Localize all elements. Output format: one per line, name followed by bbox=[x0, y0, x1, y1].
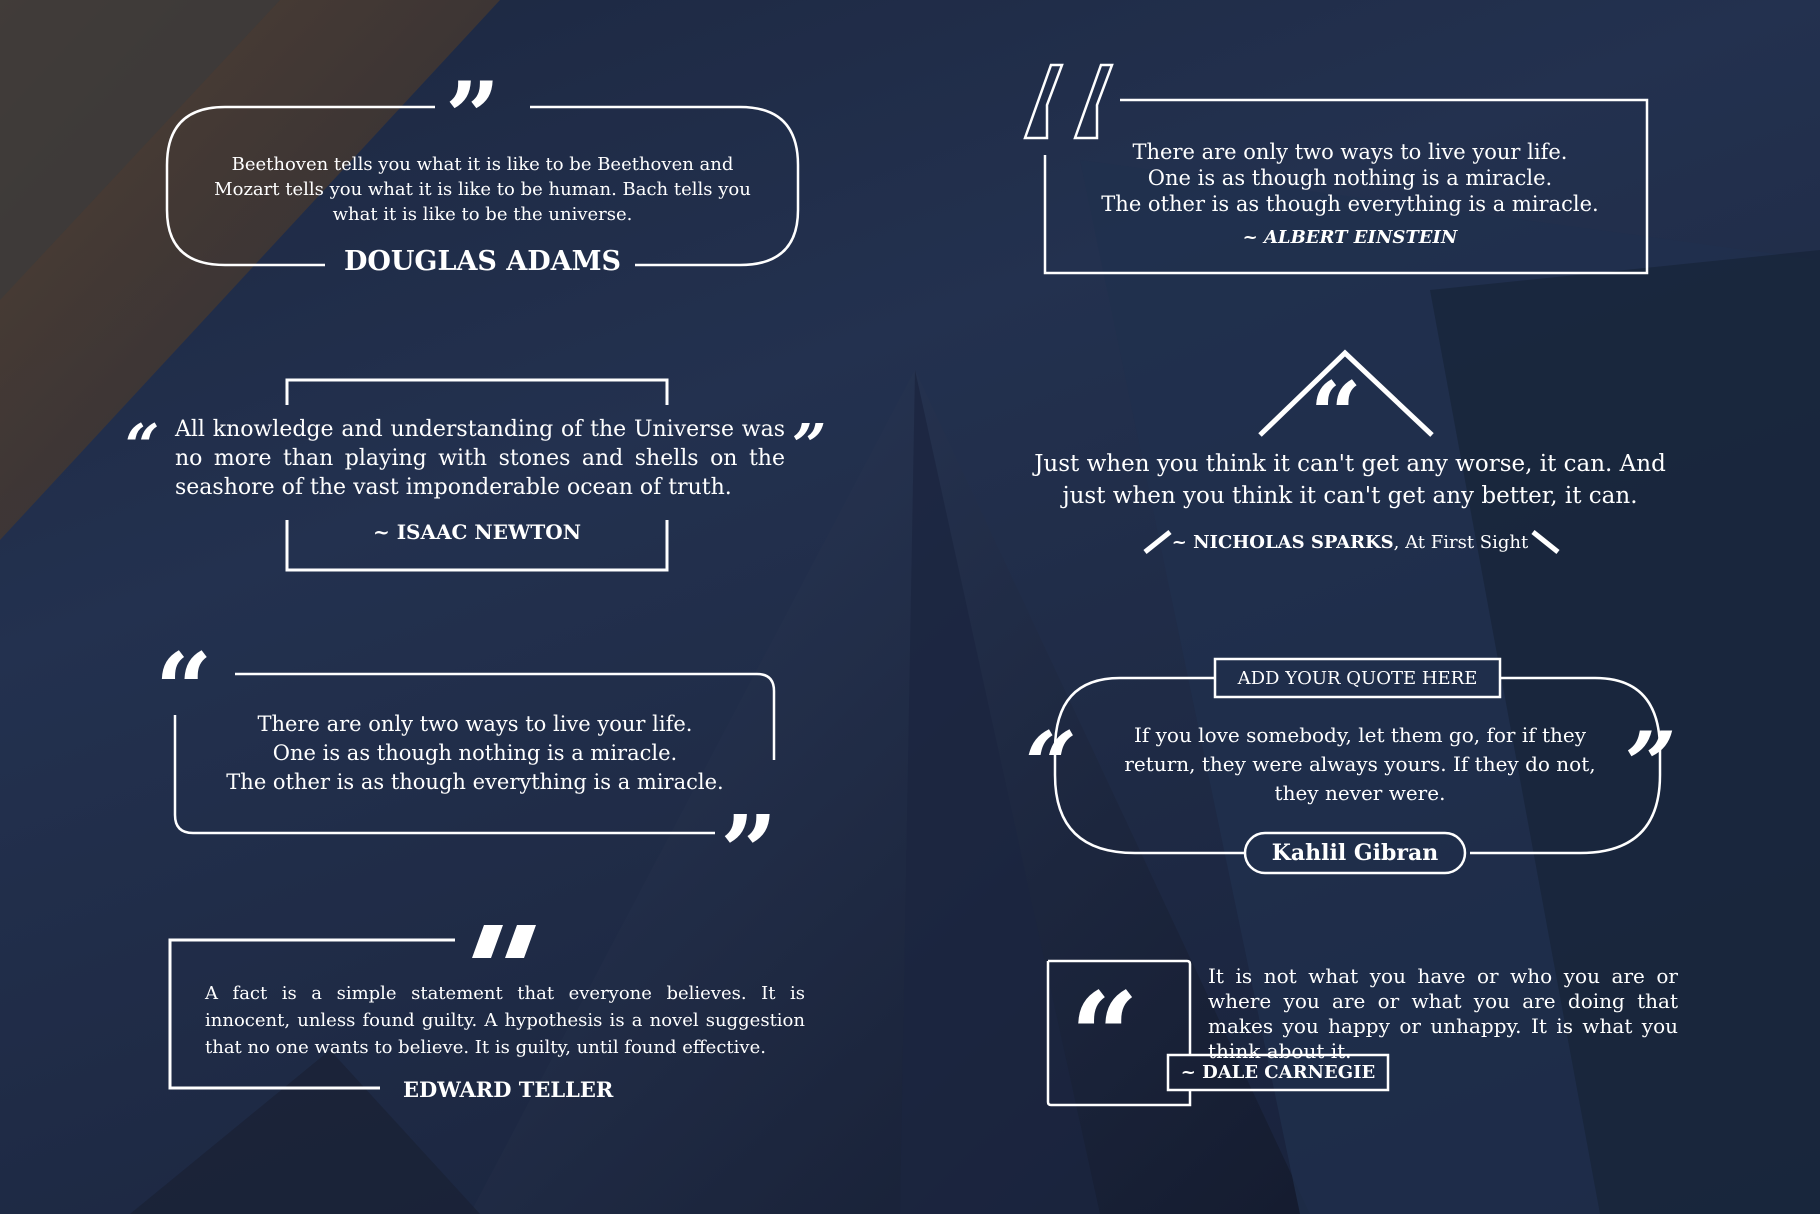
quote-author: Kahlil Gibran bbox=[1271, 840, 1439, 866]
quote-card-kahlil-gibran bbox=[1025, 655, 1690, 875]
quote-text: A fact is a simple statement that everyone believes. It is innocent, unless found guilty. A hypothesis is a novel suggestion that no one wants to believe. It is guilty, until found effective. bbox=[205, 983, 805, 1058]
quote-author: DOUGLAS ADAMS bbox=[343, 246, 622, 277]
quote-close-icon: ” bbox=[792, 412, 827, 482]
quote-open-icon: “ bbox=[125, 412, 160, 482]
quote-card-albert-einstein bbox=[1015, 55, 1655, 280]
quote-text: It is not what you have or who you are or where you are or what you are doing that makes you happy or unhappy. It is what you think about it. bbox=[1208, 964, 1678, 1063]
quote-text: Just when you think it can't get any worse, it can. And just when you think it can't get any better, it can. bbox=[1034, 451, 1666, 509]
quote-open-icon: “ bbox=[1310, 362, 1362, 468]
quote-card-dale-carnegie bbox=[1040, 955, 1680, 1115]
quote-open-icon: ” bbox=[445, 61, 501, 174]
quote-card-douglas-adams bbox=[165, 61, 800, 290]
quote-card-speech-bubble bbox=[155, 631, 800, 911]
quote-text: If you love somebody, let them go, for if they return, they were always yours. If they do not, they never were. bbox=[1124, 723, 1596, 805]
quote-source: , At First Sight bbox=[1393, 532, 1529, 553]
quote-text bbox=[205, 710, 745, 797]
quote-text: All knowledge and understanding of the Universe was no more than playing with stones and shells on the seashore of the vast imponderable ocean of truth. bbox=[175, 417, 785, 500]
quote-author: ~ ALBERT EINSTEIN bbox=[1242, 227, 1458, 248]
quote-close-icon: ” bbox=[720, 793, 778, 911]
quote-text: Beethoven tells you what it is like to be Beethoven and Mozart tells you what it is like to be human. Bach tells you what it is like to be the universe. bbox=[214, 154, 751, 225]
quote-author: ~ ISAAC NEWTON bbox=[372, 520, 581, 544]
quote-author: ~ NICHOLAS SPARKS bbox=[1171, 532, 1394, 553]
quote-line: The other is as though everything is a miracle. bbox=[226, 770, 724, 794]
quote-line: One is as though nothing is a miracle. bbox=[1147, 166, 1553, 190]
quote-close-icon: ” bbox=[1625, 712, 1677, 818]
quote-card-nicholas-sparks bbox=[1020, 345, 1680, 560]
quote-open-icon: “ bbox=[1070, 966, 1140, 1107]
quote-author-line bbox=[1160, 532, 1540, 553]
quote-open-icon: “ bbox=[1025, 712, 1077, 818]
quote-text bbox=[1055, 139, 1645, 217]
quote-author: ~ DALE CARNEGIE bbox=[1180, 1062, 1376, 1083]
quote-line: There are only two ways to live your life. bbox=[257, 712, 693, 736]
quote-card-isaac-newton bbox=[120, 375, 840, 580]
quote-line: There are only two ways to live your life. bbox=[1132, 140, 1568, 164]
quote-line: One is as though nothing is a miracle. bbox=[272, 741, 678, 765]
quote-card-edward-teller bbox=[165, 920, 815, 1110]
quote-header: ADD YOUR QUOTE HERE bbox=[1237, 668, 1478, 689]
quote-open-icon: “ bbox=[155, 631, 213, 749]
quote-line: The other is as though everything is a miracle. bbox=[1101, 192, 1599, 216]
quote-author: EDWARD TELLER bbox=[403, 1077, 614, 1102]
